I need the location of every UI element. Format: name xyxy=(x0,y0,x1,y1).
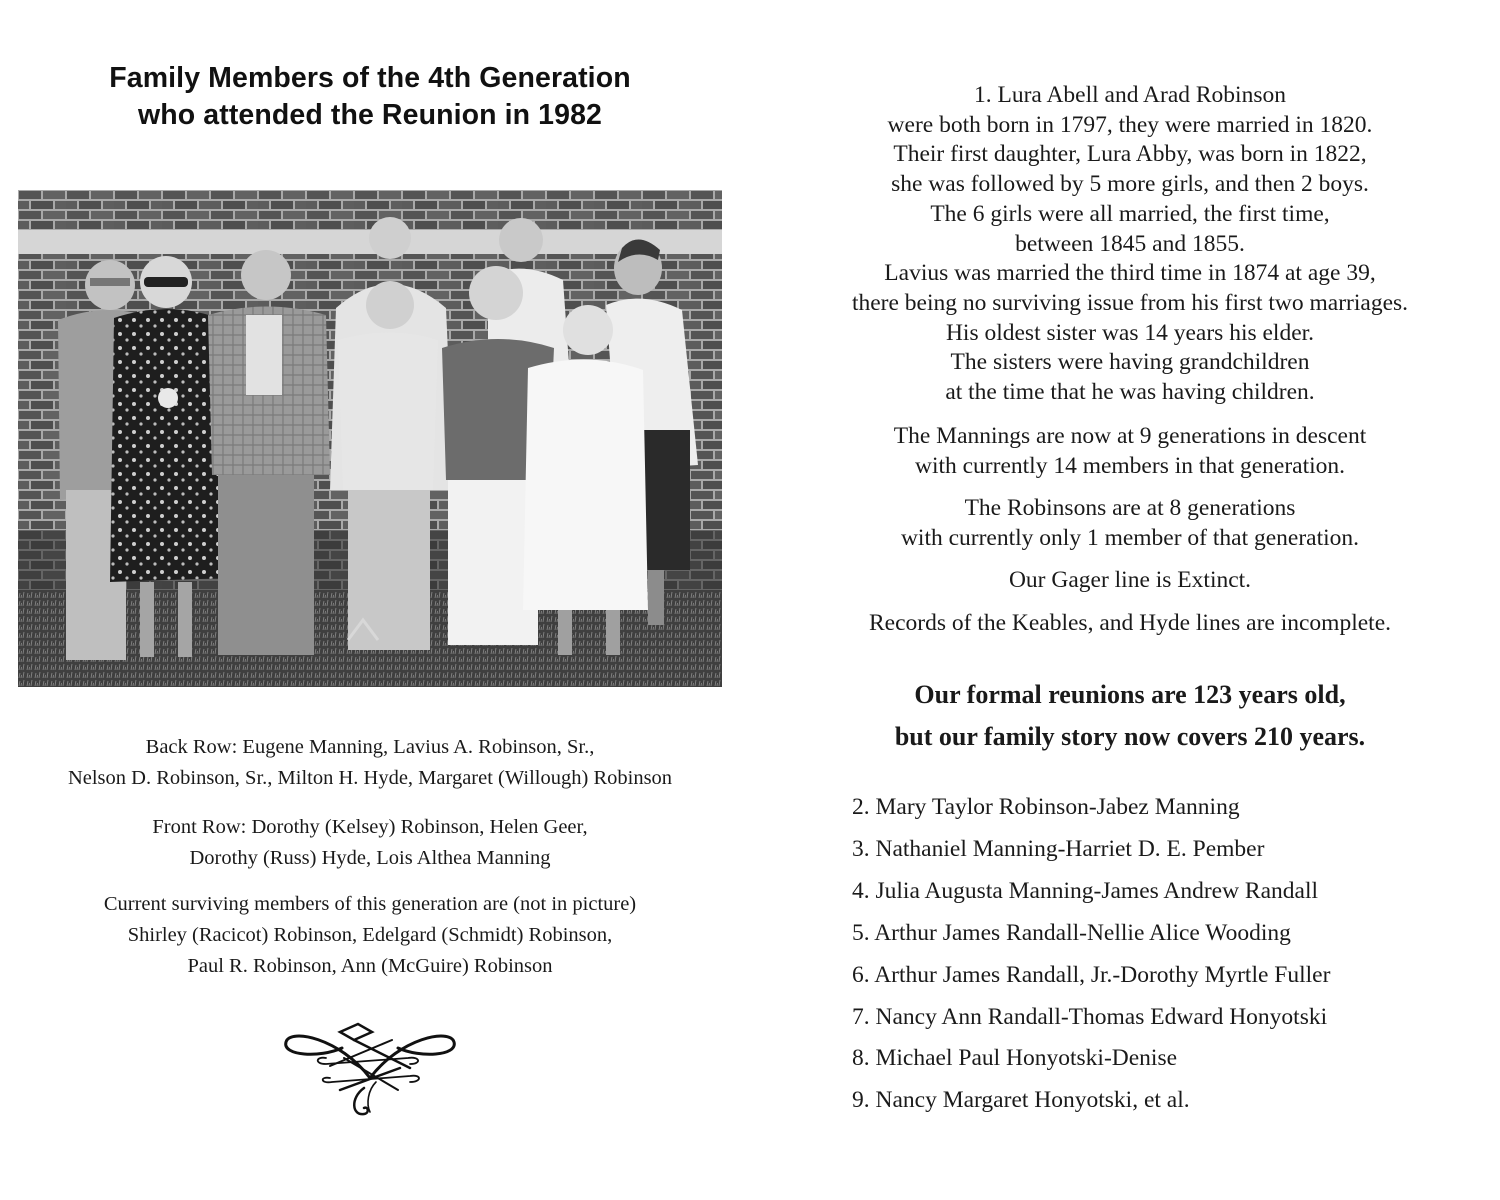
founders-line: The sisters were having grandchildren xyxy=(950,349,1310,376)
generation-item: 9. Nancy Margaret Honyotski, et al. xyxy=(852,1087,1190,1114)
generation-item: 4. Julia Augusta Manning-James Andrew Randall xyxy=(852,877,1319,904)
back-row-line-1: Back Row: Eugene Manning, Lavius A. Robinson, Sr., xyxy=(145,736,595,758)
founders-line: His oldest sister was 14 years his elder. xyxy=(945,319,1315,346)
gager-line xyxy=(800,566,1460,596)
reunion-highlight xyxy=(800,674,1460,758)
founders-line: at the time that he was having children. xyxy=(945,379,1315,406)
founders-line: were both born in 1797, they were married in 1820. xyxy=(887,111,1373,138)
surviving-line-2: Shirley (Racicot) Robinson, Edelgard (Schmidt) Robinson, xyxy=(127,924,613,946)
mannings-line-2: with currently 14 members in that generation. xyxy=(914,452,1346,479)
founders-line: Their first daughter, Lura Abby, was born in 1822, xyxy=(893,141,1367,168)
mannings-line-1: The Mannings are now at 9 generations in descent xyxy=(893,423,1367,449)
records-line xyxy=(800,609,1460,639)
robinsons-line-2: with currently only 1 member of that generation. xyxy=(900,524,1360,551)
founders-line: she was followed by 5 more girls, and then 2 boys. xyxy=(891,171,1369,198)
surviving-line-1: Current surviving members of this generation are (not in picture) xyxy=(103,893,637,915)
founders-line: The 6 girls were all married, the first time, xyxy=(930,200,1330,227)
founders-line: between 1845 and 1855. xyxy=(1015,230,1245,257)
robinsons-line-1: The Robinsons are at 8 generations xyxy=(964,495,1296,521)
robinsons-paragraph xyxy=(800,494,1460,553)
back-row-caption xyxy=(20,732,720,794)
records-text: Records of the Keables, and Hyde lines are incomplete. xyxy=(868,610,1392,636)
left-page xyxy=(0,0,740,1200)
reunion-group-photo xyxy=(18,190,722,687)
generation-item: 8. Michael Paul Honyotski-Denise xyxy=(852,1045,1178,1072)
page-title xyxy=(20,60,720,134)
generation-item: 6. Arthur James Randall, Jr.-Dorothy Myrtle Fuller xyxy=(852,961,1331,988)
right-page xyxy=(800,0,1460,1200)
title-line-2: who attended the Reunion in 1982 xyxy=(137,99,602,131)
generation-item: 7. Nancy Ann Randall-Thomas Edward Honyotski xyxy=(852,1003,1328,1030)
front-row-line-2: Dorothy (Russ) Hyde, Lois Althea Manning xyxy=(189,847,551,869)
mannings-paragraph xyxy=(800,422,1460,481)
founders-line: Lavius was married the third time in 1874 at age 39, xyxy=(884,260,1376,287)
gager-text: Our Gager line is Extinct. xyxy=(1008,567,1252,593)
surviving-members-caption xyxy=(20,889,720,982)
highlight-line-2: but our family story now covers 210 years. xyxy=(894,722,1366,751)
generation-list xyxy=(852,787,1330,1122)
generation-item: 3. Nathaniel Manning-Harriet D. E. Pember xyxy=(852,835,1265,862)
back-row-line-2: Nelson D. Robinson, Sr., Milton H. Hyde, Margaret (Willough) Robinson xyxy=(67,767,673,789)
surviving-line-3: Paul R. Robinson, Ann (McGuire) Robinson xyxy=(187,955,553,977)
front-row-caption xyxy=(20,812,720,874)
generation-item: 2. Mary Taylor Robinson-Jabez Manning xyxy=(852,794,1240,820)
front-row-line-1: Front Row: Dorothy (Kelsey) Robinson, Helen Geer, xyxy=(152,816,588,838)
founders-line: there being no surviving issue from his first two marriages. xyxy=(851,289,1409,316)
generation-item: 5. Arthur James Randall-Nellie Alice Wooding xyxy=(852,919,1291,946)
founders-paragraph xyxy=(800,81,1460,408)
highlight-line-1: Our formal reunions are 123 years old, xyxy=(914,680,1346,709)
title-line-1: Family Members of the 4th Generation xyxy=(109,62,631,94)
founders-line: 1. Lura Abell and Arad Robinson xyxy=(974,82,1286,108)
calligraphic-flourish-icon xyxy=(280,1018,460,1122)
photo-illustration xyxy=(18,190,722,687)
person-front-4 xyxy=(338,281,438,650)
